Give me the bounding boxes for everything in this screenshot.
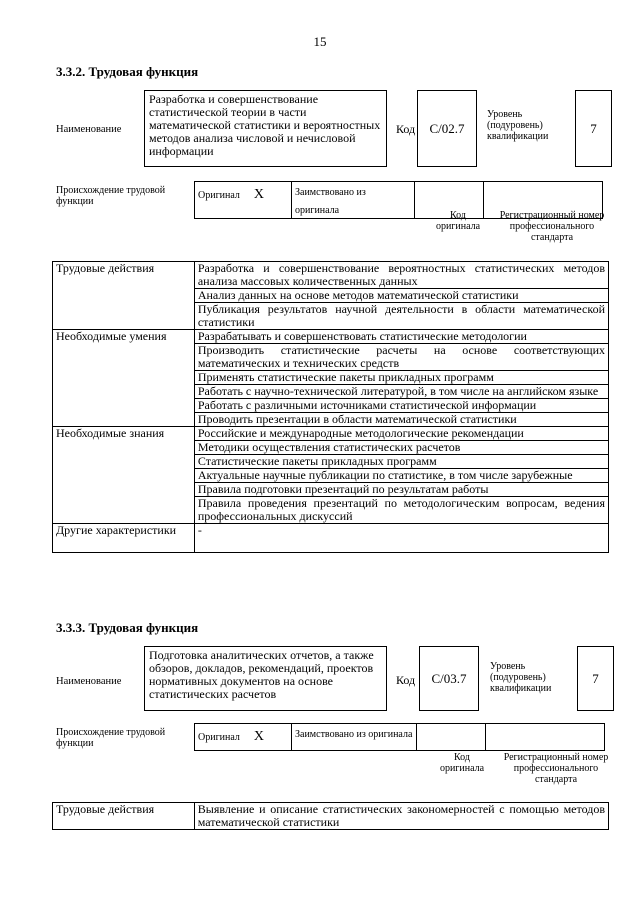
level-label: Уровень (подуровень) квалификации [487,109,549,142]
level-value-box: 7 [575,90,612,167]
original-mark: X [253,187,265,202]
table-cell: Актуальные научные публикации по статистике, в том числе зарубежные [194,469,608,483]
origin-table [194,723,605,751]
level-value-box: 7 [577,646,614,711]
table-cell: Разработка и совершенствование вероятностных статистических методов анализа массовых количественных данных [194,262,608,289]
table-cell: Работать с различными источниками статистической информации [194,399,608,413]
origin-label: Происхождение трудовой функции [56,727,166,749]
page-number: 15 [313,34,327,49]
original-label: Оригинал [198,190,240,201]
reg-number-caption: Регистрационный номер профессионального стандарта [499,210,605,243]
function-name-box: Подготовка аналитических отчетов, а также обзоров, докладов, рекомендаций, проектов нормативных документов на основе статистических расчетов [144,646,387,711]
table-cell: Разрабатывать и совершенствовать статистические методологии [194,330,608,344]
requirements-table [52,261,609,553]
section-title: 3.3.2. Трудовая функция [56,64,199,79]
reg-number-caption: Регистрационный номер профессионального стандарта [503,752,609,785]
requirements-table [52,802,609,830]
function-name-box: Разработка и совершенствование статистической теории в части математической статистики и вероятностных методов анализа числовой и нечисловой информации [144,90,387,167]
table-cell: Работать с научно-технической литературой, в том числе на английском языке [194,385,608,399]
original-label: Оригинал [198,732,240,743]
code-value-box: С/03.7 [419,646,479,711]
borrowed-label: Заимствовано из оригинала [295,729,413,740]
row-header: Трудовые действия [53,262,195,330]
name-label: Наименование [56,676,122,687]
table-cell: Методики осуществления статистических расчетов [194,441,608,455]
code-value-box: С/02.7 [417,90,477,167]
table-cell: Применять статистические пакеты прикладных программ [194,371,608,385]
borrowed-label: Заимствовано из оригинала [295,187,366,216]
code-original-caption: Код оригинала [439,752,485,774]
table-cell: Производить статистические расчеты на основе соответствующих математических и технических средств [194,344,608,371]
table-cell: Выявление и описание статистических закономерностей с помощью методов математической статистики [194,803,608,830]
origin-code-cell [417,724,486,751]
table-cell: Публикация результатов научной деятельности в области математической статистики [194,303,608,330]
table-cell: Российские и международные методологические рекомендации [194,427,608,441]
code-label: Код [396,673,416,687]
row-header: Трудовые действия [53,803,195,830]
code-original-caption: Код оригинала [435,210,481,232]
table-cell: Статистические пакеты прикладных программ [194,455,608,469]
name-label: Наименование [56,124,122,135]
code-label: Код [396,122,416,136]
table-cell: Проводить презентации в области математической статистики [194,413,608,427]
reg-number-cell [486,724,605,751]
section-title: 3.3.3. Трудовая функция [56,620,199,635]
original-mark: X [253,729,265,744]
level-label: Уровень (подуровень) квалификации [490,661,552,694]
row-header: Необходимые умения [53,330,195,427]
row-header: Другие характеристики [53,524,195,553]
origin-label: Происхождение трудовой функции [56,185,166,207]
table-cell: Правила подготовки презентаций по результатам работы [194,483,608,497]
table-cell: Анализ данных на основе методов математической статистики [194,289,608,303]
row-header: Необходимые знания [53,427,195,524]
table-cell: - [194,524,608,553]
table-cell: Правила проведения презентаций по методологическим вопросам, ведения профессиональных дискуссий [194,497,608,524]
